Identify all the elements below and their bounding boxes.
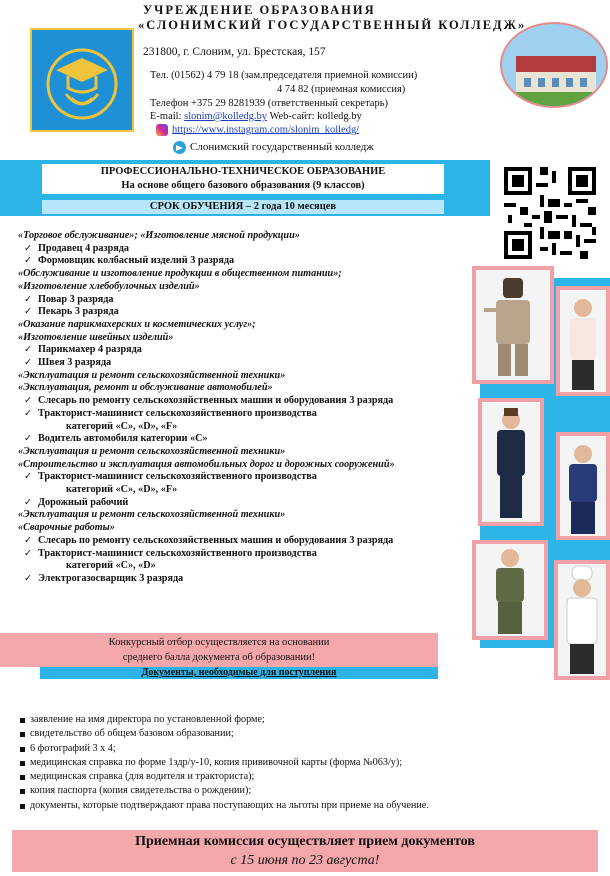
graduation-cap-icon xyxy=(36,34,128,126)
header-address: 231800, г. Слоним, ул. Брестская, 157 xyxy=(143,46,326,58)
section-heading xyxy=(42,164,444,194)
requirement-item: медицинская справка (для водителя и тракториста); xyxy=(20,770,600,784)
program-category: «Изготовление хлебобулочных изделий» xyxy=(18,280,200,292)
program-item-continued: категорий «С», «D», «F» xyxy=(66,484,178,496)
selection-line-2: среднего балла документа об образовании! xyxy=(122,652,316,663)
requirement-item: копия паспорта (копия свидетельства о рождении); xyxy=(20,784,600,798)
program-item: ✓ Слесарь по ремонту сельскохозяйственных машин и оборудования 3 разряда xyxy=(18,395,488,408)
program-category: «Оказание парикмахерских и косметических услуг»; xyxy=(18,318,256,330)
program-item-continued: категорий «С», «D» xyxy=(66,560,156,572)
program-item: ✓ Формовщик колбасный изделий 3 разряда xyxy=(18,255,488,268)
website-text: Web-сайт: kolledg.by xyxy=(267,111,362,122)
footer-line-1: Приемная комиссия осуществляет прием документов xyxy=(135,834,475,849)
program-category: «Строительство и эксплуатация автомобильных дорог и дорожных сооружений» xyxy=(18,458,395,470)
program-item: ✓ Тракторист-машинист сельскохозяйственного производства xyxy=(18,471,488,484)
program-item: ✓ Слесарь по ремонту сельскохозяйственных машин и оборудования 3 разряда xyxy=(18,535,488,548)
requirement-item: свидетельство об общем базовом образовании; xyxy=(20,727,600,741)
program-category: «Эксплуатация, ремонт и обслуживание автомобилей» xyxy=(18,382,273,394)
requirement-item: заявление на имя директора по установленной форме; xyxy=(20,713,600,727)
program-item: ✓ Продавец 4 разряда xyxy=(18,243,488,256)
telegram-row xyxy=(173,141,374,154)
study-duration: СРОК ОБУЧЕНИЯ – 2 года 10 месяцев xyxy=(42,200,444,214)
program-category: «Эксплуатация и ремонт сельскохозяйственной техники» xyxy=(18,369,286,381)
requirement-item: 6 фотографий 3 х 4; xyxy=(20,742,600,756)
header-phone-1: Тел. (01562) 4 79 18 (зам.председателя приемной комиссии) xyxy=(150,70,418,81)
photo-chef xyxy=(554,560,610,680)
instagram-icon xyxy=(156,124,168,136)
header-phone-2: 4 74 82 (приемная комиссия) xyxy=(277,84,406,95)
admission-footer xyxy=(12,830,598,872)
section-heading-2: На основе общего базового образования (9 классов) xyxy=(121,180,365,191)
program-category: «Эксплуатация и ремонт сельскохозяйственной техники» xyxy=(18,509,286,521)
selection-line-1: Конкурсный отбор осуществляется на основании xyxy=(108,637,330,648)
program-item: ✓ Повар 3 разряда xyxy=(18,294,488,307)
program-item: ✓ Тракторист-машинист сельскохозяйственного производства xyxy=(18,408,488,421)
documents-title: Документы, необходимые для поступления xyxy=(40,667,438,679)
program-item: ✓ Дорожный рабочий xyxy=(18,497,488,510)
telegram-icon xyxy=(173,141,186,154)
program-list xyxy=(18,230,488,586)
college-building-image xyxy=(500,22,608,108)
footer-line-2: с 15 июня по 23 августа! xyxy=(230,853,380,868)
qr-code[interactable] xyxy=(500,160,600,266)
program-category: «Изготовление швейных изделий» xyxy=(18,331,174,343)
college-logo xyxy=(30,28,134,132)
program-item: ✓ Тракторист-машинист сельскохозяйственного производства xyxy=(18,548,488,561)
instagram-link[interactable]: https://www.instagram.com/slonim_kolledg/ xyxy=(172,124,360,136)
photo-driver xyxy=(556,432,610,540)
program-item: ✓ Электрогазосварщик 3 разряда xyxy=(18,573,488,586)
selection-notice xyxy=(0,633,438,667)
program-item-continued: категорий «С», «D», «F» xyxy=(66,420,178,432)
program-item: ✓ Швея 3 разряда xyxy=(18,357,488,370)
program-item: ✓ Водитель автомобиля категории «С» xyxy=(18,433,488,446)
header-phone-3: Телефон +375 29 8281939 (ответственный секретарь) xyxy=(150,98,388,109)
program-item: ✓ Парикмахер 4 разряда xyxy=(18,344,488,357)
requirement-item: документы, которые подтверждают права поступающих на льготы при приеме на обучение. xyxy=(20,799,600,813)
email-link[interactable]: slonim@kolledg.by xyxy=(184,111,268,122)
photo-cook xyxy=(556,286,610,396)
instagram-row xyxy=(156,124,359,136)
program-category: «Обслуживание и изготовление продукции в общественном питании»; xyxy=(18,268,342,280)
section-heading-1: ПРОФЕССИОНАЛЬНО-ТЕХНИЧЕСКОЕ ОБРАЗОВАНИЕ xyxy=(100,166,386,177)
header-title-line1: УЧРЕЖДЕНИЕ ОБРАЗОВАНИЯ xyxy=(143,3,376,17)
header-contacts xyxy=(150,111,362,122)
email-label: E-mail: xyxy=(150,111,185,122)
header-title-line2: «СЛОНИМСКИЙ ГОСУДАРСТВЕННЫЙ КОЛЛЕДЖ» xyxy=(138,18,527,32)
telegram-channel[interactable]: Слонимский государственный колледж xyxy=(190,141,374,154)
requirement-item: медицинская справка по форме 1здр/у-10, копия прививочной карты (форма №063/у); xyxy=(20,756,600,770)
program-category: «Эксплуатация и ремонт сельскохозяйственной техники» xyxy=(18,445,286,457)
program-category: «Сварочные работы» xyxy=(18,522,115,534)
requirements-list xyxy=(20,713,600,813)
program-item: ✓ Пекарь 3 разряда xyxy=(18,306,488,319)
program-category: «Торговое обслуживание»; «Изготовление мясной продукции» xyxy=(18,230,300,241)
